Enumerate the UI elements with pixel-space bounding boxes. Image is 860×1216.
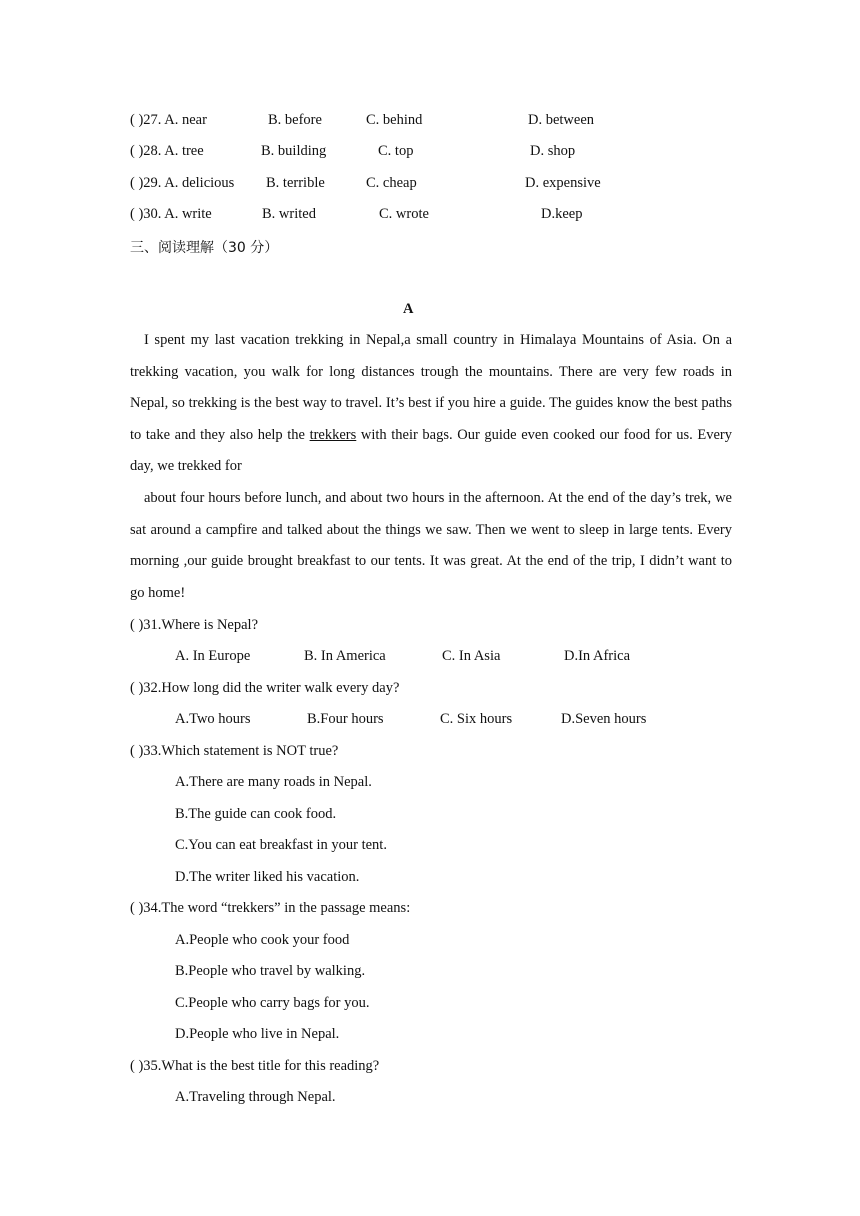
reading-passage bbox=[130, 325, 732, 609]
q34-option-d: D.People who live in Nepal. bbox=[175, 1026, 340, 1042]
cloze-option-c: C. behind bbox=[366, 112, 423, 128]
q32-option-c: C. Six hours bbox=[440, 711, 513, 727]
cloze-stem: ( )28. A. tree bbox=[130, 143, 204, 159]
cloze-stem: ( )29. A. delicious bbox=[130, 175, 235, 191]
cloze-option-d: D.keep bbox=[541, 206, 583, 222]
cloze-option-b: B. building bbox=[261, 143, 327, 159]
cloze-option-d: D. between bbox=[528, 112, 595, 128]
underlined-word: trekkers bbox=[309, 426, 357, 443]
q33-option-d: D.The writer liked his vacation. bbox=[175, 869, 360, 885]
q32-option-a: A.Two hours bbox=[175, 711, 251, 727]
cloze-option-c: C. cheap bbox=[366, 175, 417, 191]
q31-option-d: D.In Africa bbox=[564, 648, 631, 664]
cloze-option-d: D. shop bbox=[530, 143, 576, 159]
question-35: ( )35.What is the best title for this reading? bbox=[130, 1058, 380, 1074]
q34-option-c: C.People who carry bags for you. bbox=[175, 995, 370, 1011]
passage-label: A bbox=[403, 301, 414, 317]
q31-option-c: C. In Asia bbox=[442, 648, 501, 664]
q31-option-a: A. In Europe bbox=[175, 648, 251, 664]
cloze-stem: ( )30. A. write bbox=[130, 206, 212, 222]
q33-option-b: B.The guide can cook food. bbox=[175, 806, 337, 822]
cloze-option-b: B. terrible bbox=[266, 175, 325, 191]
q34-option-b: B.People who travel by walking. bbox=[175, 963, 366, 979]
question-31: ( )31.Where is Nepal? bbox=[130, 617, 259, 633]
cloze-option-d: D. expensive bbox=[525, 175, 601, 191]
q31-option-b: B. In America bbox=[304, 648, 386, 664]
question-32: ( )32.How long did the writer walk every day? bbox=[130, 680, 400, 696]
q33-option-c: C.You can eat breakfast in your tent. bbox=[175, 837, 387, 853]
cloze-option-c: C. wrote bbox=[379, 206, 429, 222]
q34-option-a: A.People who cook your food bbox=[175, 932, 350, 948]
q35-option-a: A.Traveling through Nepal. bbox=[175, 1089, 336, 1105]
passage-paragraph-1 bbox=[130, 325, 732, 483]
passage-text: with their bags. Our guide even cooked our food for us. Every day, we trekked for bbox=[130, 426, 733, 475]
q33-option-a: A.There are many roads in Nepal. bbox=[175, 774, 372, 790]
section-title: 三、阅读理解（30 分） bbox=[130, 240, 279, 256]
question-33: ( )33.Which statement is NOT true? bbox=[130, 743, 339, 759]
passage-text: I spent my last vacation trekking in Nepal,a small country in Himalaya Mountains of Asia. On a trekking vacation, you walk for long distances trough the mountains. There are very few roads in Nepal, so trekking is the best way to travel. It’s best if you hire a guide. The guides know the best paths to take and they also help the bbox=[130, 332, 732, 443]
cloze-option-b: B. writed bbox=[262, 206, 316, 222]
cloze-option-b: B. before bbox=[268, 112, 322, 128]
cloze-option-c: C. top bbox=[378, 143, 414, 159]
question-34: ( )34.The word “trekkers” in the passage means: bbox=[130, 900, 411, 916]
passage-paragraph-2: about four hours before lunch, and about two hours in the afternoon. At the end of the day’s trek, we sat around a campfire and talked about the things we saw. Then we went to sleep in large tents. Every morning ,our guide brought breakfast to our tents. It was great. At the end of the trip, I didn’t want to go home! bbox=[130, 489, 732, 601]
cloze-stem: ( )27. A. near bbox=[130, 112, 207, 128]
q32-option-b: B.Four hours bbox=[307, 711, 384, 727]
q32-option-d: D.Seven hours bbox=[561, 711, 647, 727]
